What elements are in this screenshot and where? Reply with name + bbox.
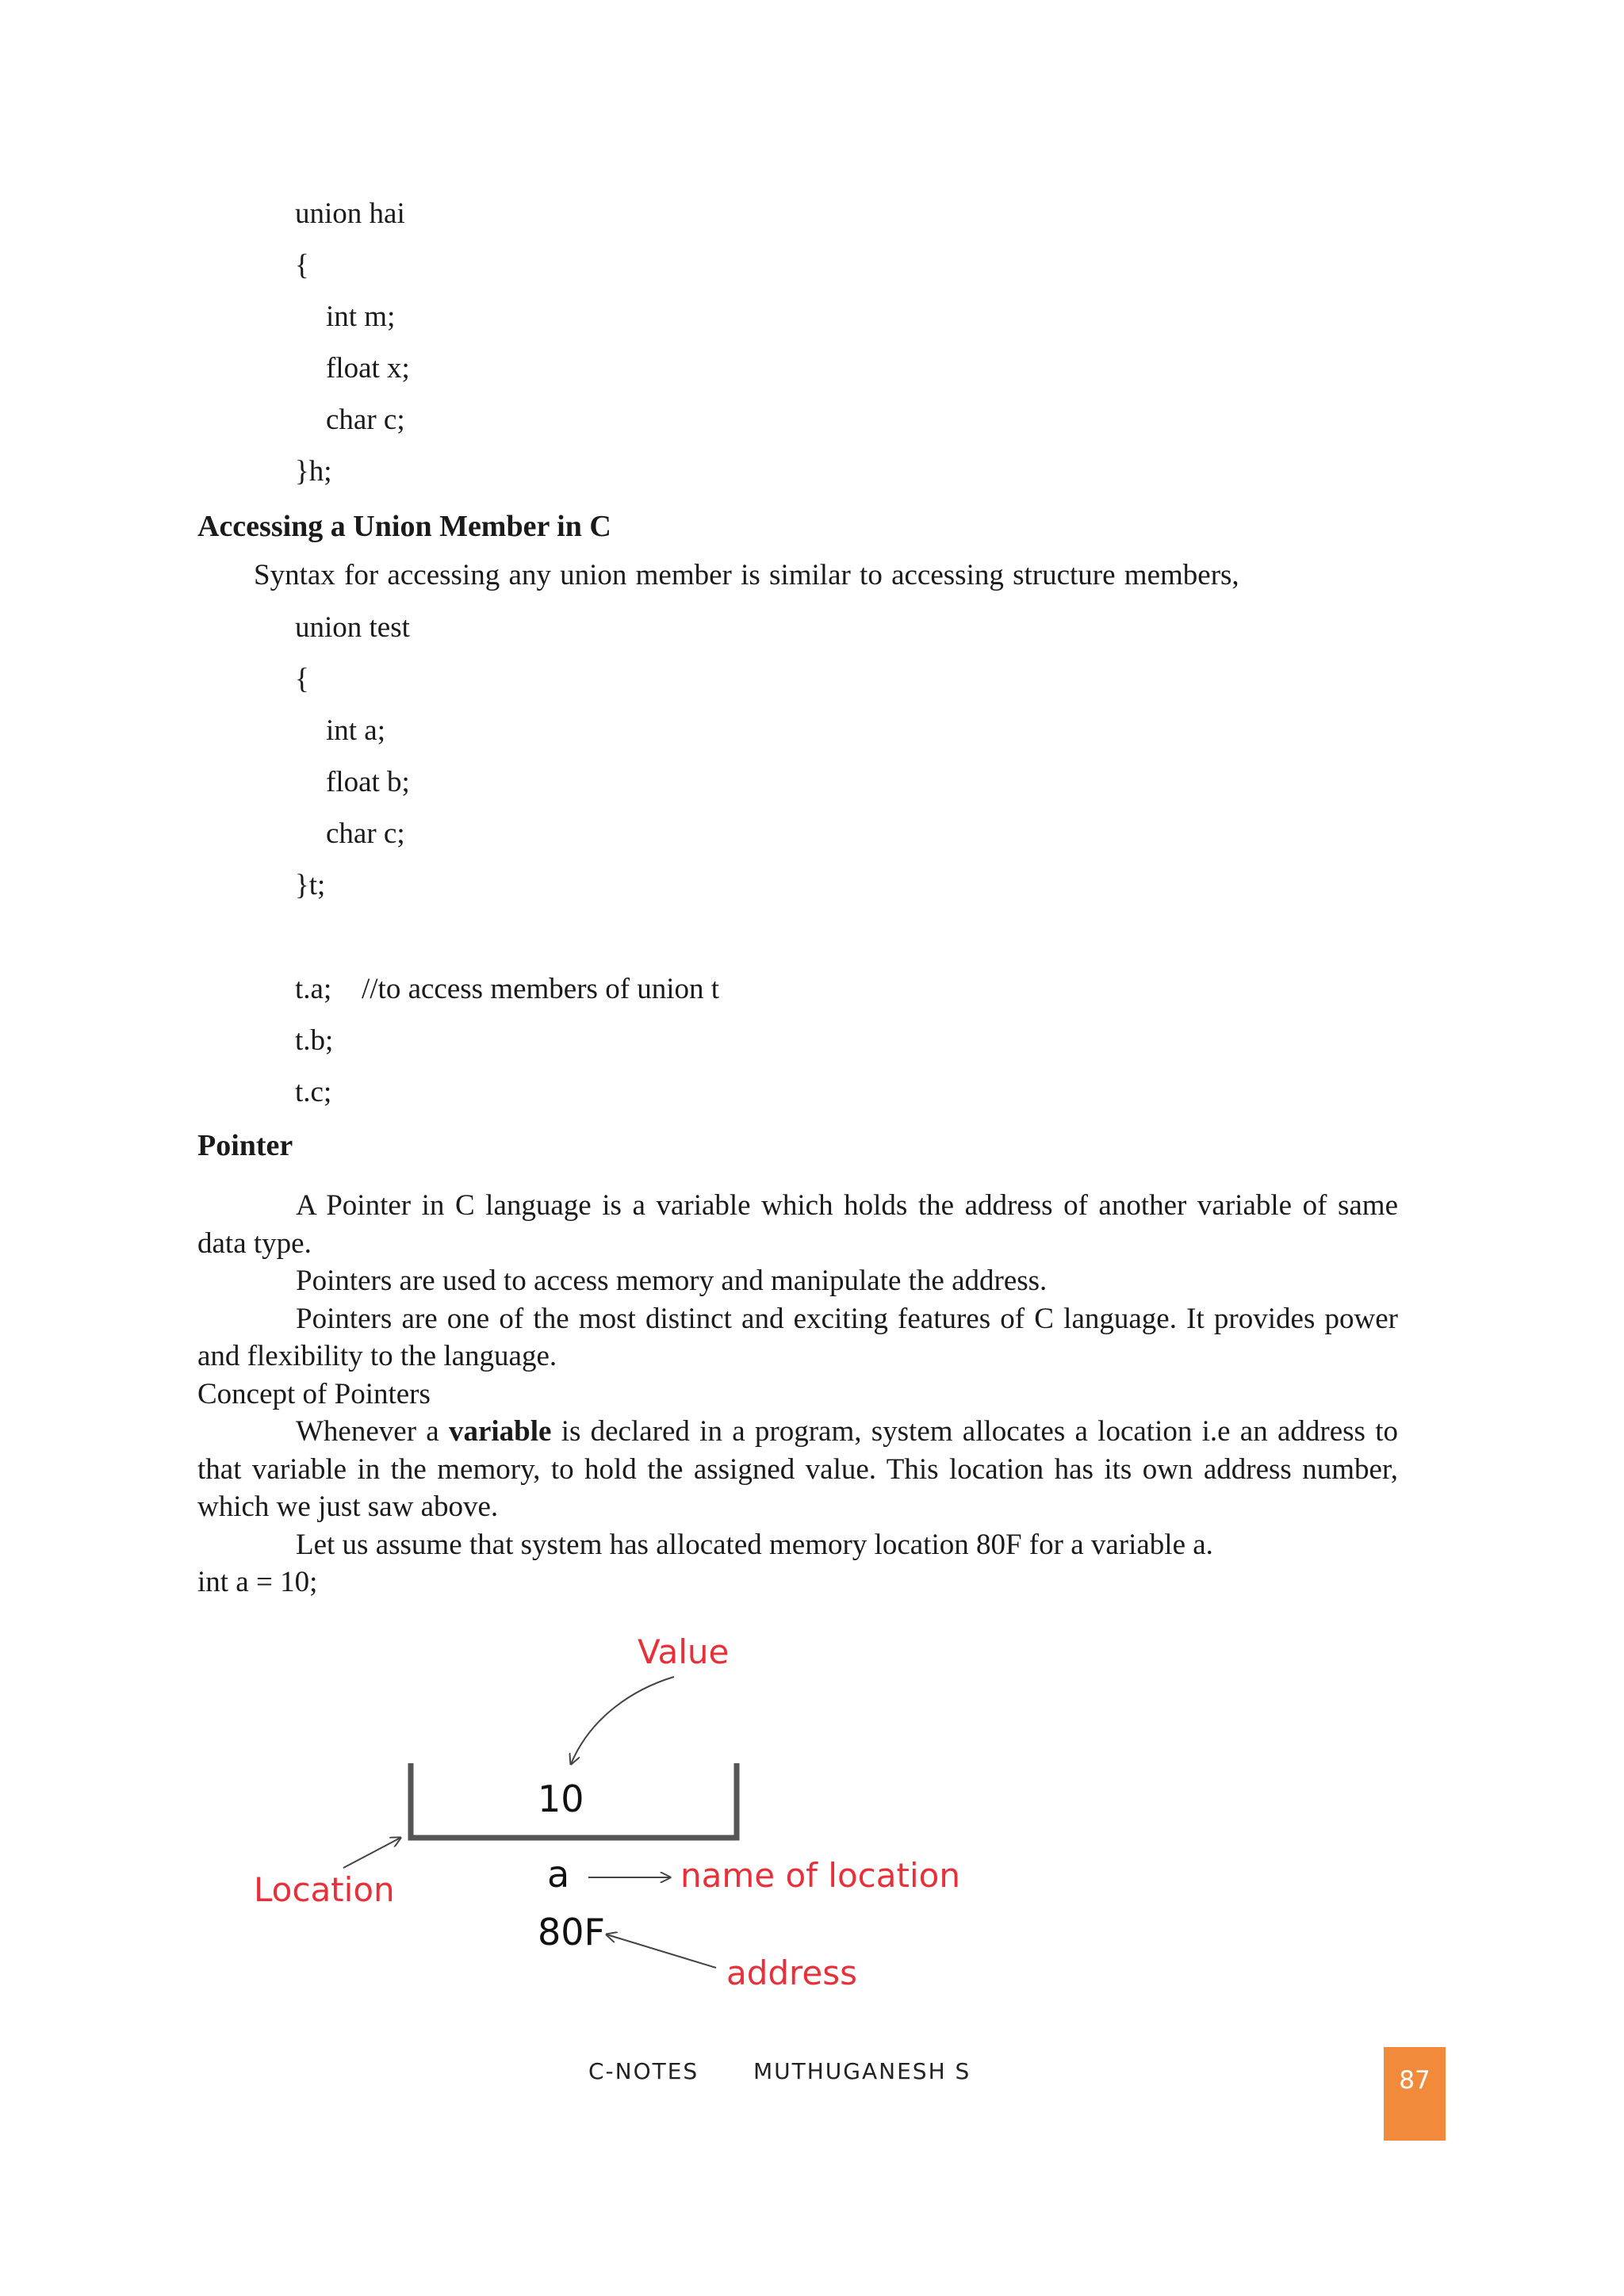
code-line: int a;: [326, 714, 386, 747]
syntax-sentence: Syntax for accessing any union member is similar to accessing structure members,: [254, 559, 1239, 591]
page-number-box: [1384, 2047, 1446, 2141]
address-value: 80F: [538, 1911, 605, 1954]
footer-title: C-NOTES: [588, 2058, 699, 2084]
code-line: t.b;: [295, 1024, 334, 1057]
text-run: is declared in a program, system allocates a location i.e an address to that variable in the memory, to hold the assigned value. This location has its own address number, which we just saw above.: [197, 1415, 1398, 1523]
section-heading: Pointer: [197, 1129, 293, 1162]
code-line: {: [295, 663, 309, 695]
code-line: {: [295, 249, 309, 281]
subheading: Concept of Pointers: [197, 1377, 431, 1410]
value-arrow: [571, 1677, 674, 1764]
code-line: union hai: [295, 197, 405, 230]
paragraph: Pointers are used to access memory and manipulate the address.: [296, 1265, 1048, 1297]
paragraph: A Pointer in C language is a variable which holds the address of another variable of same data type.: [197, 1189, 1398, 1260]
code-line: int m;: [326, 300, 396, 333]
text-run: Whenever a: [296, 1415, 449, 1448]
code-line: char c;: [326, 404, 405, 436]
code-line: t.a;: [295, 973, 332, 1005]
code-line: char c;: [326, 817, 405, 850]
name-of-location-label: name of location: [680, 1856, 960, 1895]
value-label: Value: [638, 1632, 730, 1671]
code-line: float x;: [326, 352, 410, 385]
code-line: }h;: [295, 455, 332, 488]
page-number: 87: [1399, 2066, 1431, 2095]
paragraph: Let us assume that system has allocated memory location 80F for a variable a.: [296, 1528, 1213, 1561]
variable-name: a: [547, 1853, 570, 1896]
footer-author: MUTHUGANESH S: [753, 2058, 971, 2084]
box-value: 10: [538, 1777, 584, 1820]
location-arrow: [343, 1838, 400, 1868]
section-heading: Accessing a Union Member in C: [197, 510, 611, 543]
code-line: }t;: [295, 869, 326, 901]
code-line: t.c;: [295, 1076, 332, 1108]
address-arrow: [607, 1934, 716, 1968]
address-label: address: [726, 1954, 858, 1992]
paragraph: Pointers are one of the most distinct and exciting features of C language. It provides power and flexibility to the language.: [197, 1302, 1398, 1372]
location-label: Location: [254, 1870, 395, 1909]
code-line: float b;: [326, 766, 410, 798]
code-line: int a = 10;: [197, 1566, 318, 1598]
code-line: union test: [295, 611, 410, 644]
code-comment: //to access members of union t: [362, 973, 720, 1005]
bold-term: variable: [448, 1415, 552, 1448]
